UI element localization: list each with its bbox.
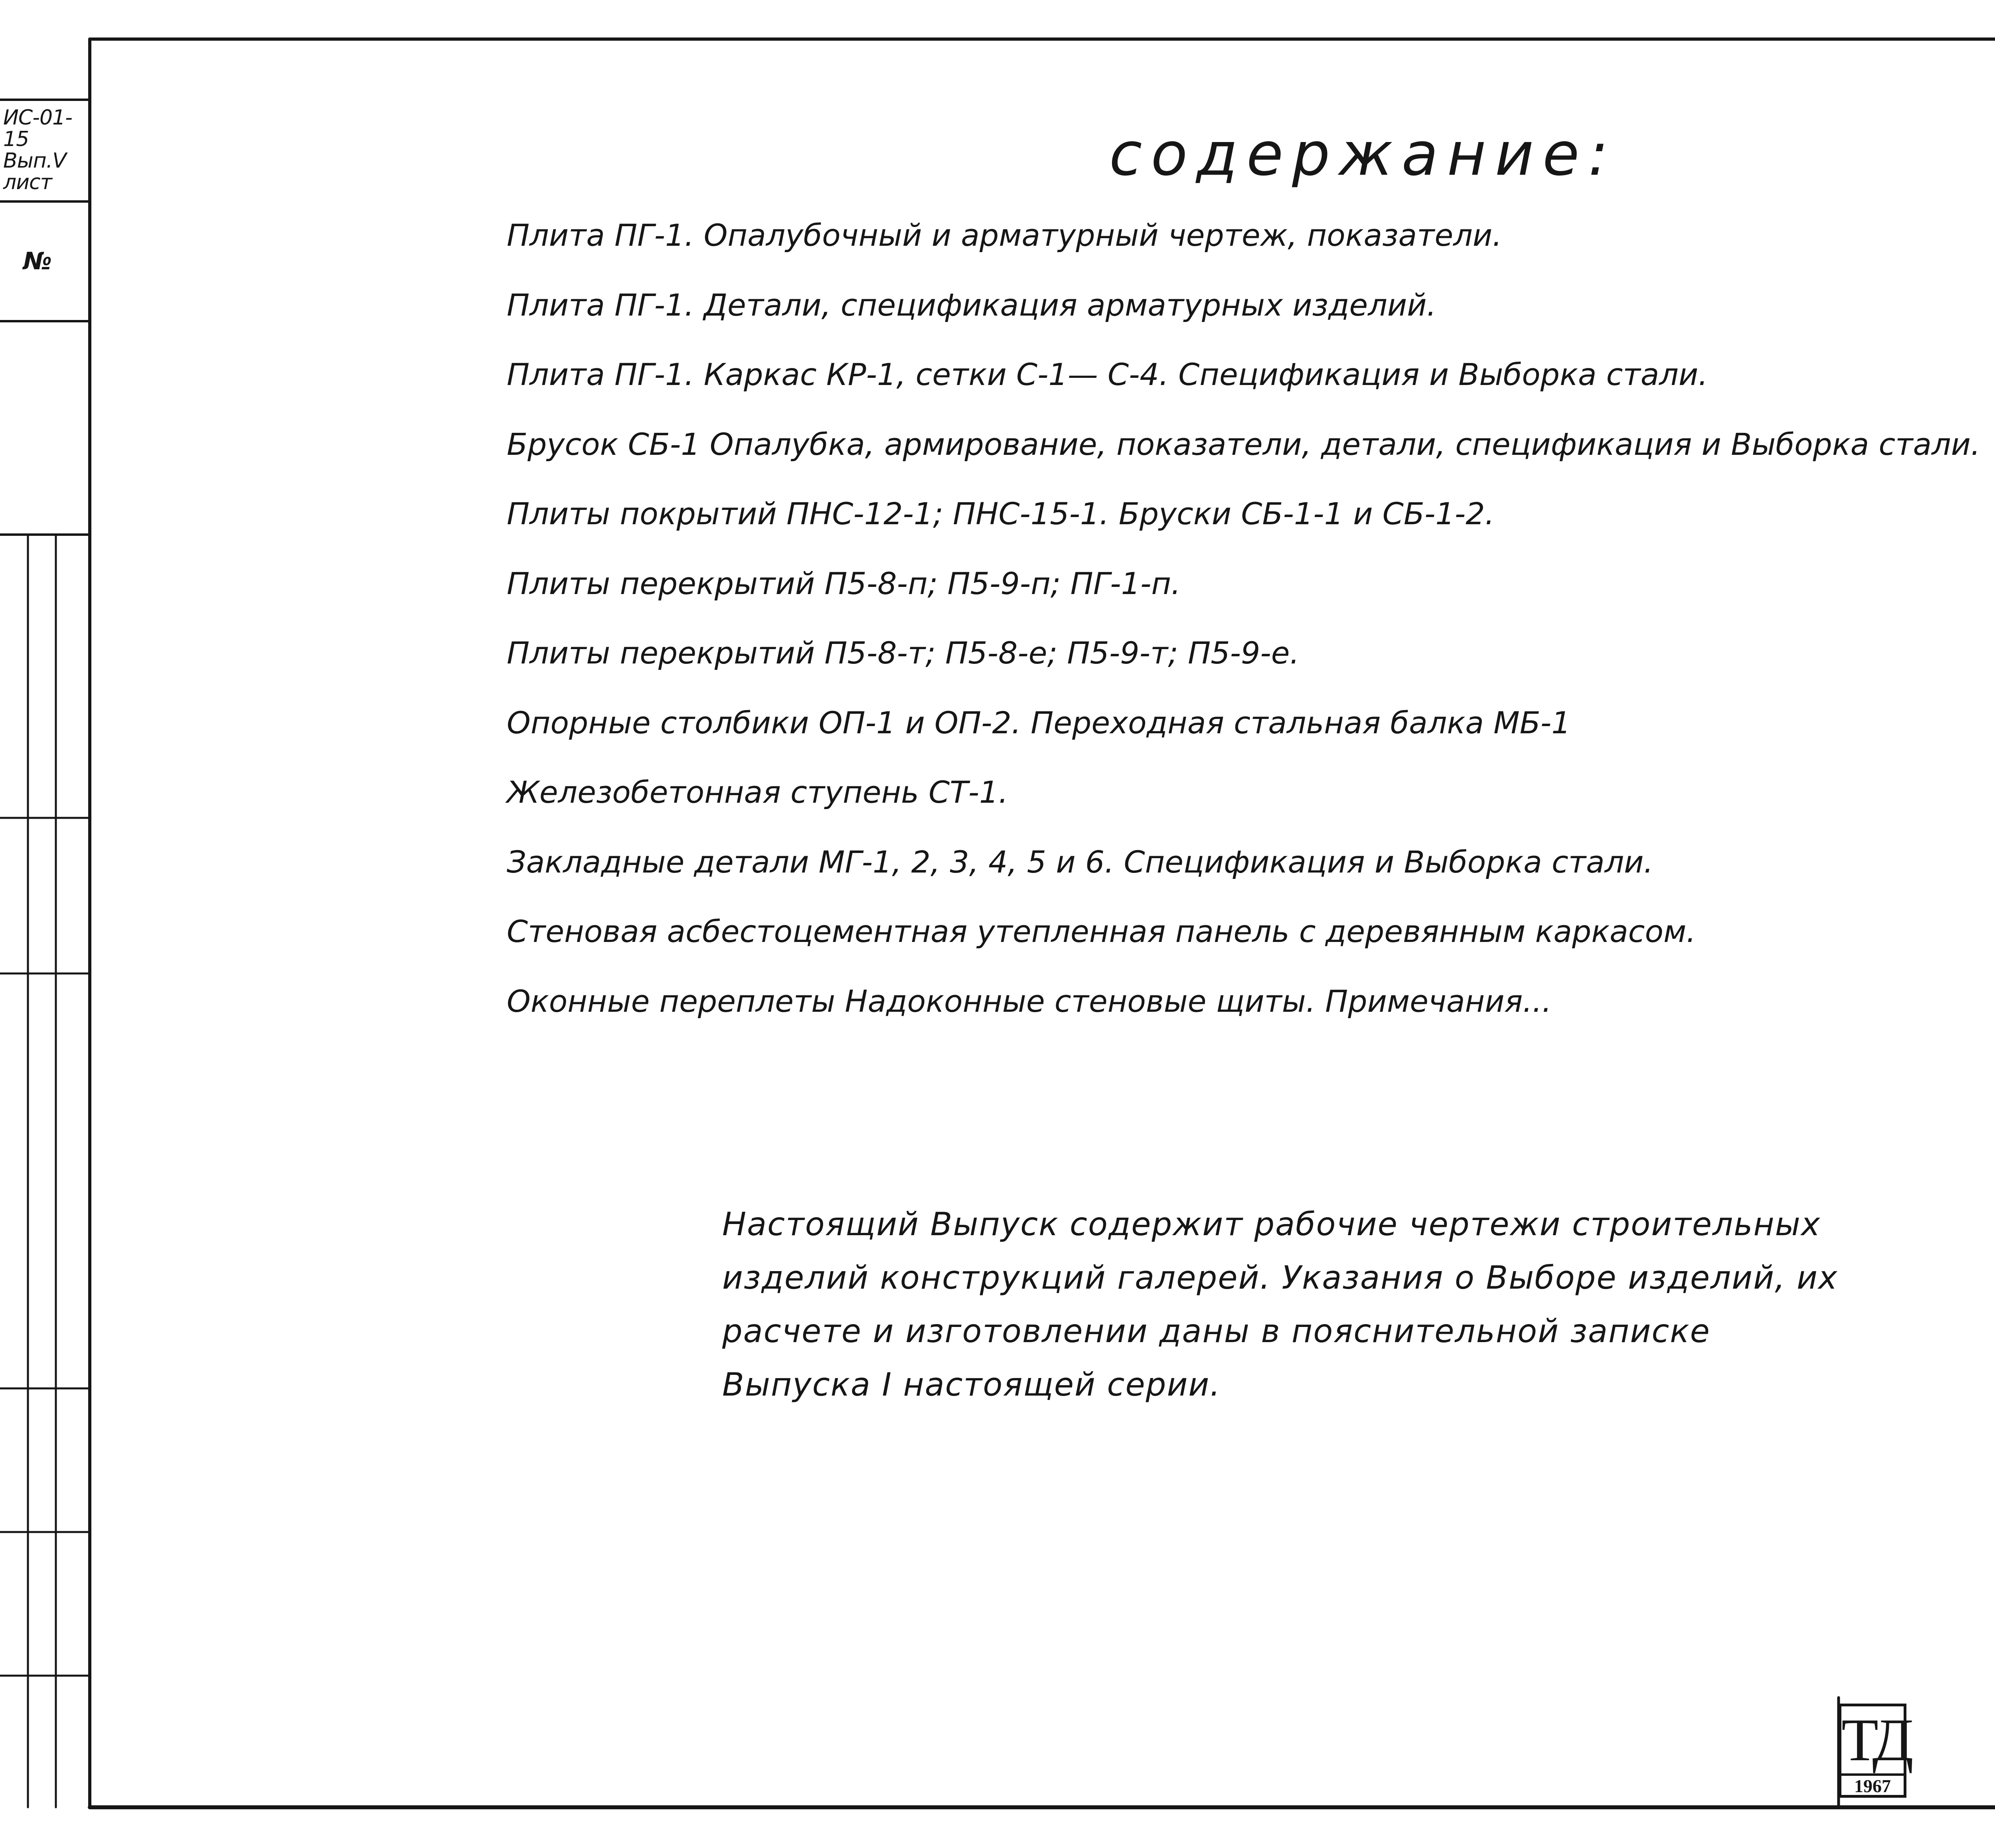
contents-row (507, 838, 1995, 898)
margin-strip-line: ИС-01-15 (3, 106, 72, 151)
contents-row (507, 768, 1995, 828)
issue-note (722, 1201, 1879, 1415)
contents-row-title: Брусок СБ-1 Опалубка, армирование, показатели, детали, спецификация и Выборка стали. (507, 426, 1981, 462)
margin-strip-line: Вып.V (3, 149, 66, 173)
stamp-year: 1967 (1841, 1773, 1904, 1797)
note-line: Настоящий Выпуск содержит рабочие чертежи строительных (722, 1206, 1821, 1243)
margin-strip-mark: № (23, 247, 52, 275)
contents-row (507, 281, 1995, 341)
contents-row (507, 421, 1995, 480)
margin-strip-code (3, 107, 88, 193)
contents-row-title: Закладные детали МГ-1, 2, 3, 4, 5 и 6. Спецификация и Выборка стали. (507, 844, 1653, 880)
note-line: расчете и изготовлении даны в пояснительной записке (722, 1313, 1711, 1350)
contents-row-title: Железобетонная ступень СТ-1. (507, 774, 1008, 810)
contents-row-title: Опорные столбики ОП-1 и ОП-2. Переходная стальная балка МБ-1 (507, 705, 1571, 740)
contents-row (507, 699, 1995, 759)
stamp-letters: ТД (1841, 1706, 1911, 1773)
note-line: Выпуска I настоящей серии. (722, 1366, 1221, 1403)
contents-row (507, 977, 1995, 1037)
contents-row-title: Плиты перекрытий П5-8-п; П5-9-п; ПГ-1-п. (507, 565, 1181, 601)
contents-row-title: Оконные переплеты Надоконные стеновые щиты. Примечания... (507, 983, 1552, 1019)
contents-row (507, 560, 1995, 620)
contents-row-title: Плиты перекрытий П5-8-т; П5-8-е; П5-9-т; П5-9-е. (507, 635, 1300, 671)
page-title: содержание: (1109, 120, 1617, 189)
contents-row (507, 629, 1995, 689)
contents-row-title: Стеновая асбестоцементная утепленная панель с деревянным каркасом. (507, 914, 1696, 949)
margin-strip-line: лист (3, 170, 52, 194)
publisher-stamp (1839, 1704, 1911, 1798)
contents-row-title: Плита ПГ-1. Детали, спецификация арматурных изделий. (507, 287, 1436, 323)
contents-row (507, 490, 1995, 550)
contents-row-title: Плита ПГ-1. Опалубочный и арматурный чертеж, показатели. (507, 217, 1502, 253)
contents-row-title: Плиты покрытий ПНС-12-1; ПНС-15-1. Бруски СБ-1-1 и СБ-1-2. (507, 496, 1495, 531)
note-line: изделий конструкций галерей. Указания о Выборе изделий, их (722, 1259, 1838, 1296)
contents-row (507, 211, 1995, 271)
contents-row-title: Плита ПГ-1. Каркас КР-1, сетки С-1— С-4. Спецификация и Выборка стали. (507, 357, 1708, 392)
contents-row (507, 351, 1995, 411)
contents-row (507, 908, 1995, 967)
